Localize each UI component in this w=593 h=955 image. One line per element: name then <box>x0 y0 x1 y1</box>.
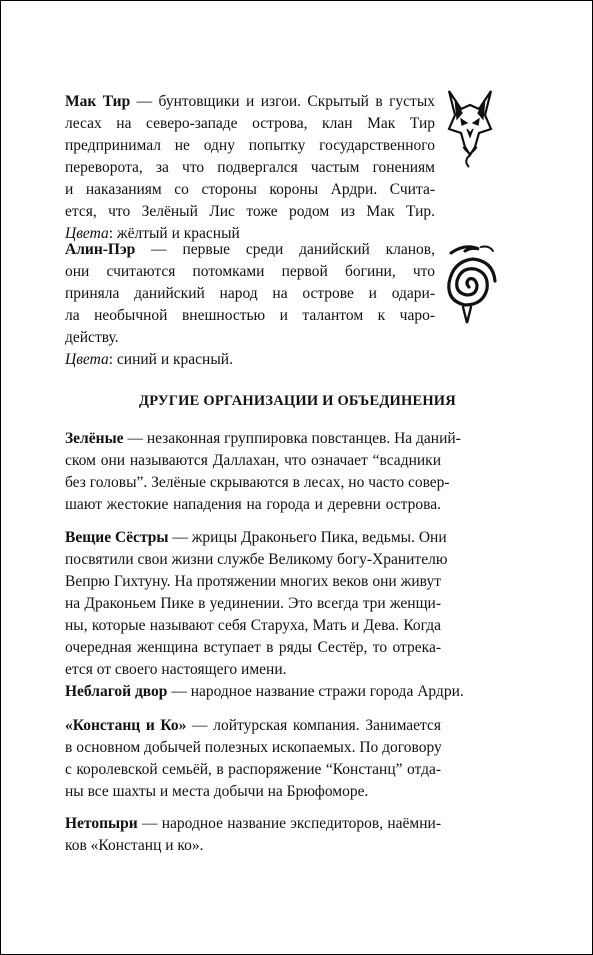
entry-term: Алин-Пэр <box>65 241 136 258</box>
entry-term: Вещие Сёстры <box>65 529 169 546</box>
entry-text: в основном добычей полезных ископаемых. По договору <box>65 739 442 756</box>
entry-term: Мак Тир <box>65 93 131 110</box>
entry-mak-tir <box>65 91 435 245</box>
entry-text: — жрицы Драконьего Пика, ведьмы. Они <box>168 529 447 546</box>
entry-text: без головы”. Зелёные скрываются в лесах, но часто совер- <box>65 474 450 491</box>
entry-text: предпринимал не одну попытку государственного <box>65 137 435 154</box>
fox-head-emblem <box>445 89 495 171</box>
entry-text: очередная женщина вступает в ряды Сестёр, то отрека- <box>65 639 441 656</box>
entry-text: на Драконьем Пике в уединении. Это всегда три женщи- <box>65 595 441 612</box>
entry-text: ла необычной внешностью и талантом к чаро- <box>65 307 435 324</box>
entry-text: ется, что Зелёный Лис тоже родом из Мак Тир. <box>65 203 435 220</box>
entry-text: — народное название экспедиторов, наёмни- <box>137 815 441 832</box>
entry-alin-per <box>65 239 435 371</box>
entry-netopyri <box>65 813 441 857</box>
entry-text: действу. <box>65 329 119 346</box>
colors-label: Цвета <box>65 351 109 368</box>
colors-value: : жёлтый и красный <box>108 225 240 242</box>
entry-text: посвятили свои жизни службе Великому богу-Хранителю <box>65 551 448 568</box>
entry-text: шают жестокие нападения на города и деревни острова. <box>65 496 441 513</box>
entry-term: Нетопыри <box>65 815 138 832</box>
entry-text: ется от своего настоящего имени. <box>65 661 287 678</box>
entry-term: Зелёные <box>65 430 124 447</box>
entry-term: «Констанц и Ко» <box>65 717 187 734</box>
entry-text: — лойтурская компания. Занимается <box>186 717 441 734</box>
entry-neblagoy-dvor <box>65 681 464 703</box>
entry-text: переворота, за что подвергался частым гонениям <box>65 159 435 176</box>
entry-text: приняла данийский народ на острове и одари- <box>65 285 435 302</box>
entry-text: — первые среди данийский кланов, <box>135 241 435 258</box>
entry-text: лесах на северо-западе острова, клан Мак Тир <box>65 115 435 132</box>
entry-text: ны все шахты и места добычи на Брюфоморе. <box>65 783 369 800</box>
entry-text: — народное название стражи города Ардри. <box>167 683 464 700</box>
colors-label: Цвета <box>65 225 109 242</box>
colors-value: : синий и красный. <box>108 351 233 368</box>
entry-text: ны, которые называют себя Старуха, Мать и Дева. Когда <box>65 617 441 634</box>
entry-text: ков «Констанц и ко». <box>65 837 204 854</box>
entry-text: они считаются потомками первой богини, что <box>65 263 435 280</box>
entry-konstanc <box>65 715 441 803</box>
entry-text: ском они называются Даллахан, что означает “всадники <box>65 452 441 469</box>
entry-text: — бунтовщики и изгои. Скрытый в густых <box>130 93 435 110</box>
spiral-emblem <box>441 241 497 329</box>
entry-text: с королевской семьёй, в распоряжение “Констанц” отда- <box>65 761 441 778</box>
entry-veshchie-sestry <box>65 527 448 681</box>
entry-text: — незаконная группировка повстанцев. На даний- <box>123 430 461 447</box>
entry-text: и наказаниям со стороны короны Ардри. Счита- <box>65 181 435 198</box>
entry-text: Вепрю Гихтуну. На протяжении многих веков они живут <box>65 573 441 590</box>
section-title: ДРУГИЕ ОРГАНИЗАЦИИ И ОБЪЕДИНЕНИЯ <box>139 393 456 409</box>
entry-term: Неблагой двор <box>65 683 168 700</box>
entry-zelenye <box>65 428 461 516</box>
